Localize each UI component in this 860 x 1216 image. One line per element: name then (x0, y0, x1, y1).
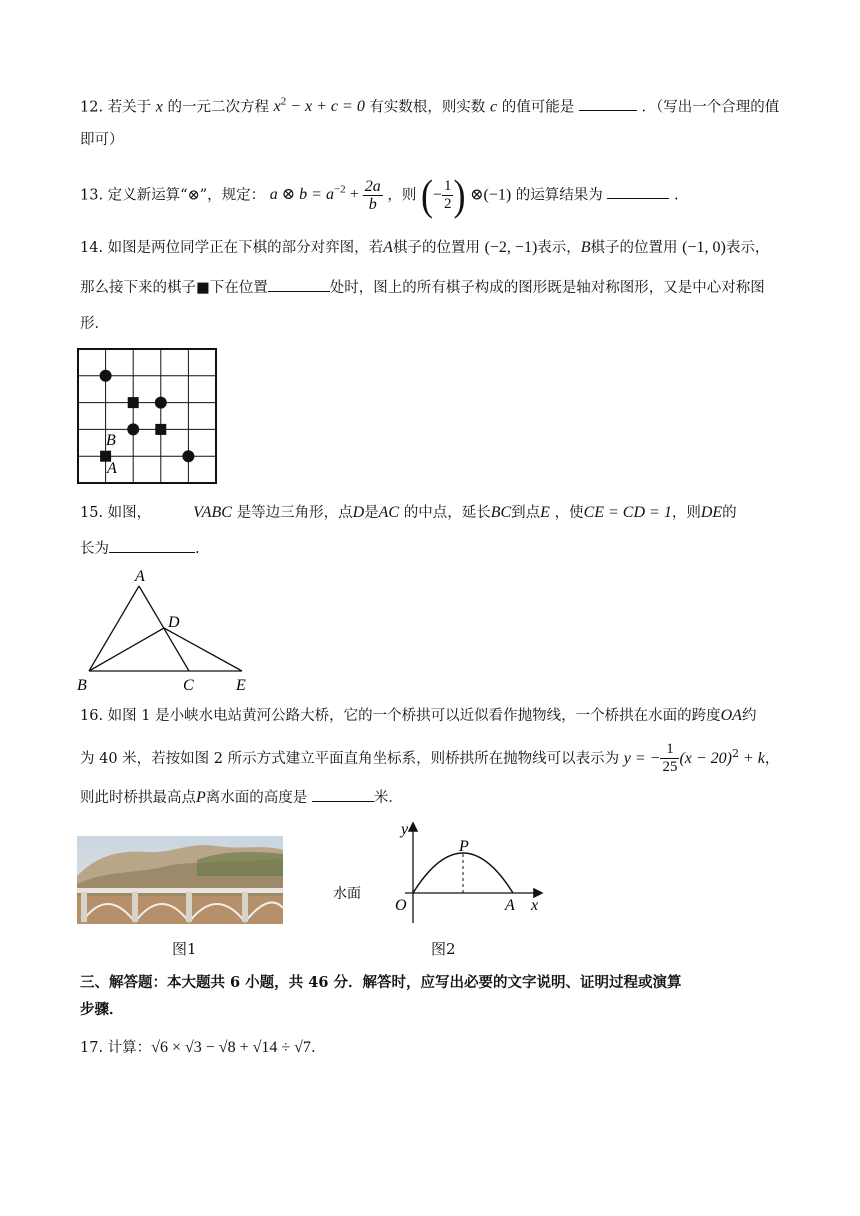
board-border (78, 349, 216, 483)
axis-label-x: x (531, 897, 539, 914)
q14-line3: 形． (80, 316, 109, 332)
q12-text: 的一元二次方程 (167, 99, 269, 116)
q14-answer-blank[interactable] (268, 277, 330, 292)
black-circle-piece (182, 450, 194, 462)
bridge-photo (77, 836, 283, 924)
q16-fraction: $\frac{1}{25}$ (662, 741, 678, 776)
label-b: B (106, 432, 116, 449)
q12-text: 12. 若关于 (80, 99, 152, 116)
point-b: B (77, 677, 87, 694)
board-grid (78, 349, 216, 483)
point-p: P (459, 838, 469, 855)
q12-line1 (80, 92, 779, 117)
q14-line1: 14. 如图是两位同学正在下棋的部分对弈图，若A棋子的位置用 (−2, −1)表示，B棋子的位置用 (−1, 0)表示， (80, 239, 770, 256)
q13-text: . (674, 187, 679, 204)
q12-equation: $x^2 - x + c = 0$ (273, 96, 365, 116)
q12-answer-blank[interactable] (579, 96, 637, 111)
q12-line2: 即可） (80, 132, 124, 148)
q16-line3: 则此时桥拱最高点P离水面的高度是 米． (80, 789, 403, 806)
black-circle-piece (100, 370, 112, 382)
q14-line2: 那么接下来的棋子■下在位置 处时，图上的所有棋子构成的图形既是轴对称图形，又是中心对称图 (80, 277, 765, 298)
point-o: O (395, 897, 407, 914)
q13-text: 13. 定义新运算“⊗”，规定： (80, 187, 266, 204)
q12-var-c: c (490, 98, 498, 116)
water-surface-label: 水面 (333, 886, 361, 902)
q13-answer-blank[interactable] (607, 184, 669, 199)
parabola-figure (325, 818, 555, 928)
section3-heading: 三、解答题：本大题共 6 小题，共 46 分．解答时，应写出必要的文字说明、证明过程或演算 (80, 974, 682, 991)
q13-text: ，则 (387, 187, 417, 204)
q16-line2: 为 40 米，若按如图 2 所示方式建立平面直角坐标系，则桥拱所在抛物线可以表示为 y = − $\frac{1}{25}$ $(x - 20)^2 + k$， (80, 741, 780, 776)
point-c: C (183, 677, 194, 694)
q12-text: ．（写出一个合理的值 (641, 99, 780, 116)
q13-line (80, 168, 679, 220)
black-circle-piece (155, 397, 167, 409)
q12-var-x: x (155, 98, 163, 116)
black-square-piece (128, 397, 139, 408)
q13-fraction-half: $\frac{1}{2}$ (443, 177, 452, 212)
q12-text: 的值可能是 (501, 99, 575, 116)
q16-answer-blank[interactable] (312, 787, 374, 802)
q12-text: 有实数根，则实数 (369, 99, 486, 116)
figure1-caption: 图1 (172, 940, 197, 958)
q13-right-paren: ) (453, 171, 466, 220)
q16-line1: 16. 如图 1 是小峡水电站黄河公路大桥，它的一个桥拱可以近似看作抛物线，一个桥拱在水面的跨度OA约 (80, 707, 757, 724)
q15-line2: 长为 . (80, 538, 200, 559)
section3-heading-cont: 步骤． (80, 1001, 124, 1018)
point-e: E (236, 677, 246, 694)
figure2-caption: 图2 (431, 940, 456, 958)
black-circle-piece (127, 423, 139, 435)
q13-left-paren: ( (420, 171, 433, 220)
q15-answer-blank[interactable] (109, 538, 195, 553)
segment-ab (89, 586, 139, 671)
label-a: A (107, 460, 117, 477)
q13-minus: − (432, 186, 442, 204)
q13-text: 的运算结果为 (515, 187, 603, 204)
q13-fraction: $\frac{2a}{b}$ (364, 177, 381, 213)
q17-line: 17. 计算：√6 × √3 − √8 + √14 ÷ √7. (80, 1039, 316, 1056)
point-a: A (135, 568, 145, 585)
q13-definition: a ⊗ $b = a^{-2}$ + (269, 184, 363, 204)
go-board-figure (76, 346, 220, 486)
q15-line1: 15. 如图， VABC 是等边三角形，点D是AC 的中点，延长BC到点E ，使CE = CD = 1，则DE的 (80, 504, 737, 521)
triangle-figure (74, 566, 254, 696)
point-d: D (168, 614, 180, 631)
axis-label-y: y (401, 821, 409, 838)
black-square-piece (155, 424, 166, 435)
q17-expression: √6 × √3 − √8 + √14 ÷ √7 (151, 1039, 311, 1056)
segment-bd (89, 628, 164, 671)
point-a: A (505, 897, 515, 914)
q13-operand: ⊗(−1) (470, 186, 512, 204)
